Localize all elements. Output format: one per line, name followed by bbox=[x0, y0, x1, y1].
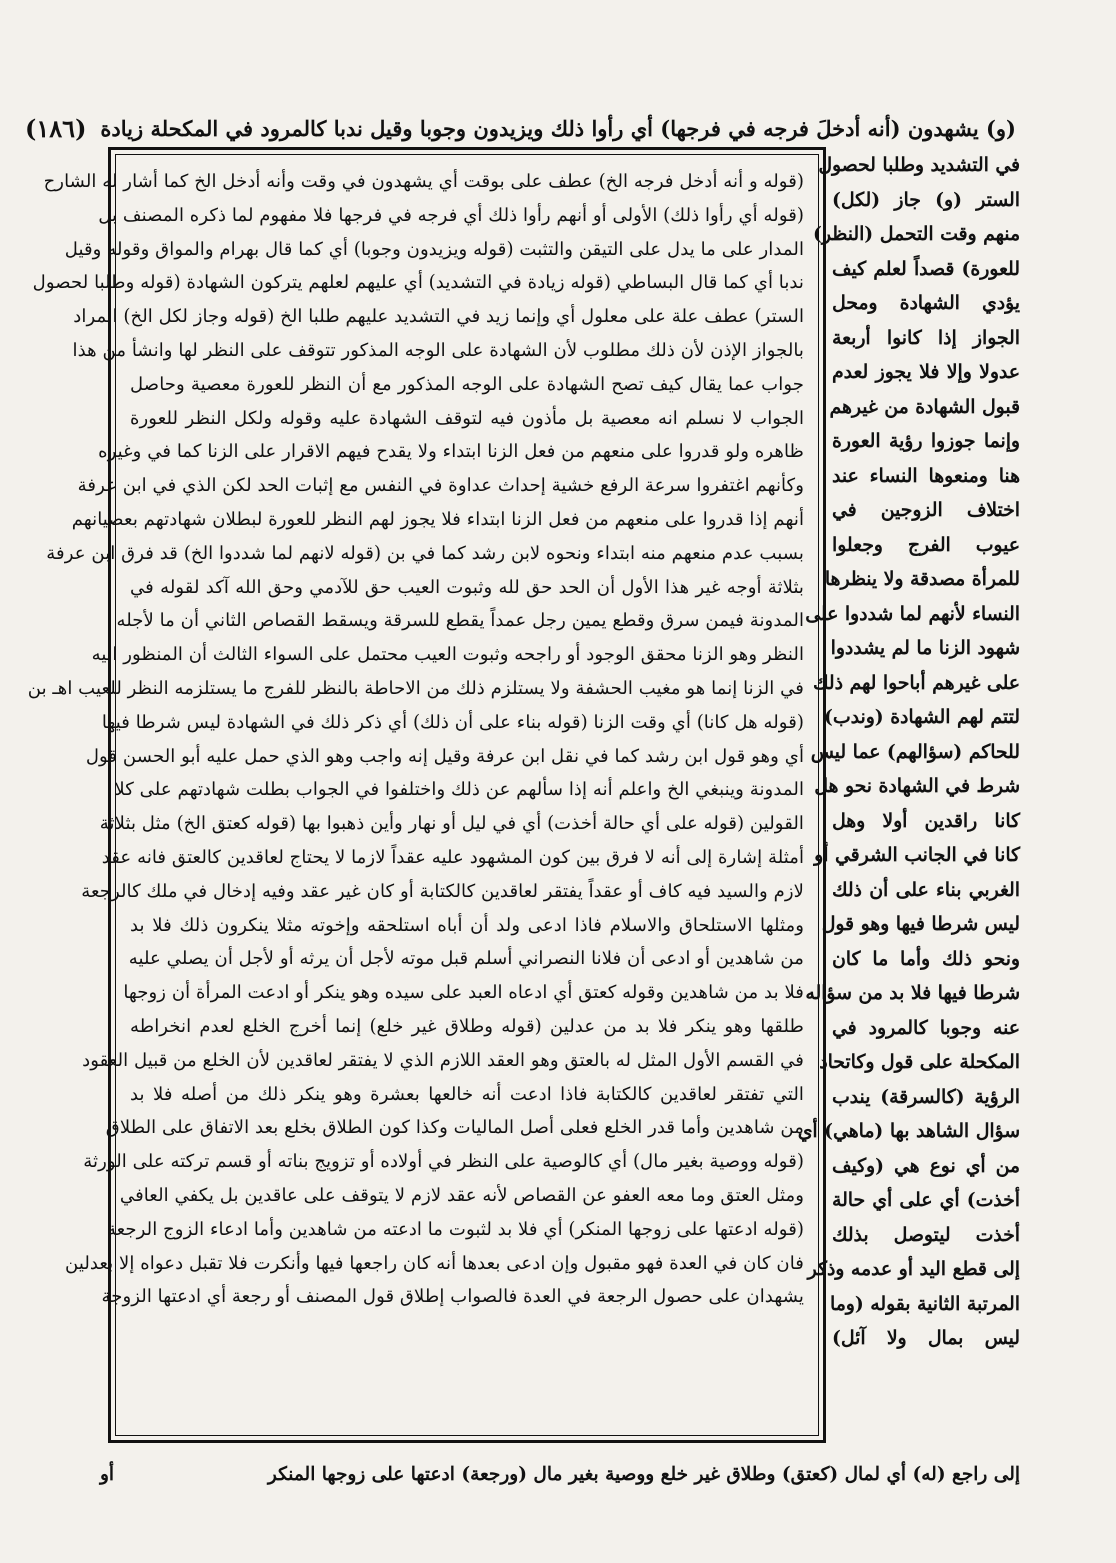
footer-text: إلى راجع (له) أي لمال (كعتق) وطلاق غير خلع ووصية بغير مال (ورجعة) ادعتها على زوجها المنكر bbox=[267, 1464, 1020, 1485]
margin-line: المرتبة الثانية بقوله (وما bbox=[830, 1292, 1020, 1315]
header-text: (و) يشهدون (أنه أدخلَ فرجه في فرجها) أي رأوا ذلك ويزيدون وجوبا وقيل ندبا كالمرود في المكحلة زيادة bbox=[100, 115, 1016, 141]
margin-line: الستر (و) جاز (لكل) bbox=[832, 188, 1020, 211]
commentary-line: في القسم الأول المثل له بالعتق وهو العقد اللازم الذي لا يفتقر لعاقدين لأن الخلع من قبيل العقود bbox=[82, 1049, 804, 1071]
commentary-line: ومثلها الاستلحاق والاسلام فاذا ادعى ولد أن أباه استلحقه وإخوته مثلا ينكرون ذلك فلا بد bbox=[130, 914, 804, 936]
commentary-line: (قوله أي رأوا ذلك) الأولى أو أنهم رأوا ذلك أي فرجه في فرجها فلا مفهوم لما ذكره المصنف بل bbox=[98, 204, 804, 226]
commentary-line: في الزنا إنما هو مغيب الحشفة ولا يستلزم ذلك من الاحاطة بالنظر للفرج ما يستلزمه النظر للعيب اهـ بن bbox=[27, 677, 804, 699]
margin-line: إلى قطع اليد أو عدمه وذكر bbox=[807, 1258, 1020, 1280]
commentary-line: المدونة وينبغي الخ واعلم أنه إذا سألهم عن ذلك واختلفوا في الجواب بطلت شهادتهم على كلا bbox=[114, 779, 804, 801]
commentary-line: لازم والسيد فيه كاف أو عقداً يفتقر لعاقدين كالكتابة أو كان غير عقد وفيه إدخال في ملك كالرجعة bbox=[81, 880, 804, 902]
commentary-line: ندبا أي كما قال البساطي (قوله زيادة في التشديد) أي عليهم لعلهم يتركون الشهادة (قوله وطلبا لحصول bbox=[32, 272, 804, 294]
margin-line: الجواز إذا كانوا أربعة bbox=[832, 326, 1020, 349]
commentary-line: (قوله و أنه أدخل فرجه الخ) عطف على بوقت أي يشهدون في وقت وأنه أدخل الخ كما أشار له الشارح bbox=[43, 171, 804, 192]
margin-line: قبول الشهادة من غيرهم bbox=[829, 395, 1020, 418]
margin-line: على غيرهم أباحوا لهم ذلك bbox=[813, 671, 1020, 694]
margin-line: شهود الزنا ما لم يشددوا bbox=[830, 637, 1020, 659]
commentary-line: من شاهدين وأما قدر الخلع فعلى أصل الماليات وكذا كون الطلاق بخلع بعد الاتفاق على الطلاق bbox=[105, 1117, 804, 1139]
page-footer bbox=[100, 1458, 1020, 1492]
commentary-line: أمثلة إشارة إلى أنه لا فرق بين كون المشهود عليه عقداً لازما لا يحتاج لعاقدين كالعتق فانه عقد bbox=[101, 846, 804, 868]
margin-line: ليس شرطا فيها وهو قول bbox=[821, 913, 1020, 935]
margin-line: عيوب الفرج وجعلوا bbox=[832, 533, 1020, 556]
commentary-line: القولين (قوله على أي حالة أخذت) أي في ليل أو نهار وأين ذهبوا بها (قوله كعتق الخ) مثل بثلاثة bbox=[99, 813, 804, 835]
margin-line: المكحلة على قول وكاتحاد bbox=[819, 1051, 1020, 1073]
margin-line: ونحو ذلك وأما ما كان bbox=[832, 947, 1020, 970]
margin-line: من أي نوع هي (وكيف bbox=[832, 1154, 1020, 1177]
commentary-line: بثلاثة أوجه غير هذا الأول أن الحد حق لله وثبوت العيب حق للآدمي وحق الله آكد لقوله في bbox=[130, 576, 804, 598]
commentary-line: الجواب لا نسلم انه معصية بل مأذون فيه لتوقف الشهادة عليه وقوله ولكل النظر للعورة bbox=[130, 407, 804, 429]
commentary-line: فان كان في العدة فهو مقبول وإن ادعى بعدها أنه كان راجعها فيها وأنكرت فلا تقبل دعواه إلا بعدلين bbox=[65, 1252, 804, 1274]
margin-line: اختلاف الزوجين في bbox=[832, 499, 1020, 521]
margin-line: وإنما جوزوا رؤية العورة bbox=[832, 430, 1020, 452]
margin-line: في التشديد وطلبا لحصول bbox=[818, 154, 1020, 176]
commentary-line: (قوله ادعتها على زوجها المنكر) أي فلا بد لثبوت ما ادعته من شاهدين وأما ادعاء الزوج الرجعة bbox=[106, 1218, 804, 1240]
margin-line: كانا راقدين أولا وهل bbox=[832, 809, 1020, 832]
margin-line: شرط في الشهادة نحو هل bbox=[814, 775, 1020, 797]
commentary-line: فلا بد من شاهدين وقوله كعتق أي ادعاه العبد على سيده وهو ينكر أو ادعت المرأة أن زوجها bbox=[123, 982, 804, 1004]
margin-line: للعورة) قصداً لعلم كيف bbox=[832, 257, 1020, 280]
margin-text-column bbox=[797, 148, 1020, 1448]
commentary-line: من شاهدين أو ادعى أن فلانا النصراني أسلم قبل موته لأجل أن يرثه أو لأجل أن يصلي عليه bbox=[128, 948, 804, 970]
margin-line: ليس بمال ولا آئل) bbox=[832, 1327, 1020, 1349]
margin-line: الرؤية (كالسرقة) يندب bbox=[832, 1085, 1020, 1108]
commentary-line: ظاهره ولو قدروا على منعهم من فعل الزنا ابتداء ولا يقدح فيهم الاقرار على الزنا كما في وغيره bbox=[98, 441, 804, 463]
page-header bbox=[25, 108, 1016, 148]
margin-line: أخذت ليتوصل بذلك bbox=[832, 1223, 1020, 1246]
commentary-line: وكأنهم اغتفروا سرعة الرفع خشية إحداث عداوة في النفس مع إثبات الحد لكن الذي في ابن عرفة bbox=[77, 475, 804, 497]
margin-line: لتتم لهم الشهادة (وندب) bbox=[824, 706, 1020, 728]
commentary-line: ومثل العتق وما معه العفو عن القصاص لأنه عقد لازم لا يتوقف على عاقدين بل يكفي العافي bbox=[119, 1184, 804, 1206]
commentary-line: طلقها وهو ينكر فلا بد من عدلين (قوله وطلاق غير خلع) إنما أخرج الخلع لعدم انخراطه bbox=[130, 1015, 804, 1037]
commentary-line: (قوله هل كانا) أي وقت الزنا (قوله بناء على أن ذلك) أي ذكر ذلك في الشهادة ليس شرطا فيها bbox=[101, 711, 804, 733]
margin-line: شرطا فيها فلا بد من سؤاله bbox=[805, 982, 1020, 1004]
commentary-line: الستر) عطف علة على معلول أي وإنما زيد في التشديد عليهم طلبا الخ (قوله وجاز لكل الخ) المراد bbox=[73, 306, 804, 328]
margin-line: للمرأة مصدقة ولا ينظرها bbox=[824, 568, 1020, 590]
catchword: أو bbox=[100, 1464, 115, 1485]
commentary-line: أنهم إذا قدروا على منعهم من فعل الزنا ابتداء فلا يجوز لهم النظر للعورة لبطلان شهادتهم بعصيانهم bbox=[71, 508, 804, 530]
margin-line: عنه وجوبا كالمرود في bbox=[832, 1016, 1020, 1039]
commentary-body bbox=[27, 154, 819, 1436]
commentary-line: التي تفتقر لعاقدين كالكتابة فاذا ادعت أنه خالعها بعشرة وهو ينكر ذلك من أصله فلا بد bbox=[130, 1083, 804, 1105]
commentary-line: المدار على ما يدل على التيقن والتثبت (قوله ويزيدون وجوبا) أي كما قال بهرام والمواق وقوله وقيل bbox=[64, 238, 804, 260]
margin-line: هنا ومنعوها النساء عند bbox=[832, 464, 1020, 487]
margin-line: النساء لأنهم لما شددوا على bbox=[805, 602, 1020, 625]
commentary-line: بالجواز الإذن لأن ذلك مطلوب لأن الشهادة على الوجه المذكور تتوقف على النظر لها وانشأ من هذا bbox=[72, 339, 804, 361]
commentary-line: النظر وهو الزنا محقق الوجود أو راجحه وثبوت العيب محتمل على السواء الثالث أن المنظور اليه bbox=[91, 644, 804, 666]
margin-line: سؤال الشاهد بها (ماهي) أي bbox=[797, 1120, 1020, 1142]
commentary-frame bbox=[27, 147, 826, 1443]
margin-line: كانا في الجانب الشرقي أو bbox=[814, 844, 1020, 866]
margin-line: الغربي بناء على أن ذلك bbox=[832, 878, 1020, 901]
commentary-line: جواب عما يقال كيف تصح الشهادة على الوجه المذكور مع أن النظر للعورة معصية وحاصل bbox=[130, 373, 804, 395]
commentary-line: (قوله ووصية بغير مال) أي كالوصية على النظر في أولاده أو تزويج بناته أو قسم تركته على الورثة bbox=[83, 1151, 804, 1173]
commentary-line: بسبب عدم منعهم منه ابتداء ونحوه لابن رشد كما في بن (قوله لانهم لما شددوا الخ) قد فرق ابن عرفة bbox=[46, 542, 804, 564]
commentary-line: المدونة فيمن سرق وقطع يمين رجل عمداً يقطع للسرقة ويسقط القصاص الثاني أن ما لأجله bbox=[116, 610, 804, 632]
margin-line: يؤدي الشهادة ومحل bbox=[832, 292, 1020, 314]
page-number: (١٨٦) bbox=[25, 113, 87, 143]
commentary-line: أي وهو قول ابن رشد كما في نقل ابن عرفة وقيل إنه واجب وهو الذي حمل عليه أبو الحسن قول bbox=[85, 745, 804, 767]
margin-line: منهم وقت التحمل (النظر) bbox=[813, 223, 1020, 245]
margin-line: أخذت) أي على أي حالة bbox=[832, 1189, 1020, 1211]
commentary-line: يشهدان على حصول الرجعة في العدة فالصواب إطلاق قول المصنف أو رجعة أي ادعتها الزوجة bbox=[101, 1286, 804, 1308]
margin-line: عدولا وإلا فلا يجوز لعدم bbox=[832, 361, 1020, 383]
margin-line: للحاكم (سؤالهم) عما ليس bbox=[810, 740, 1020, 763]
